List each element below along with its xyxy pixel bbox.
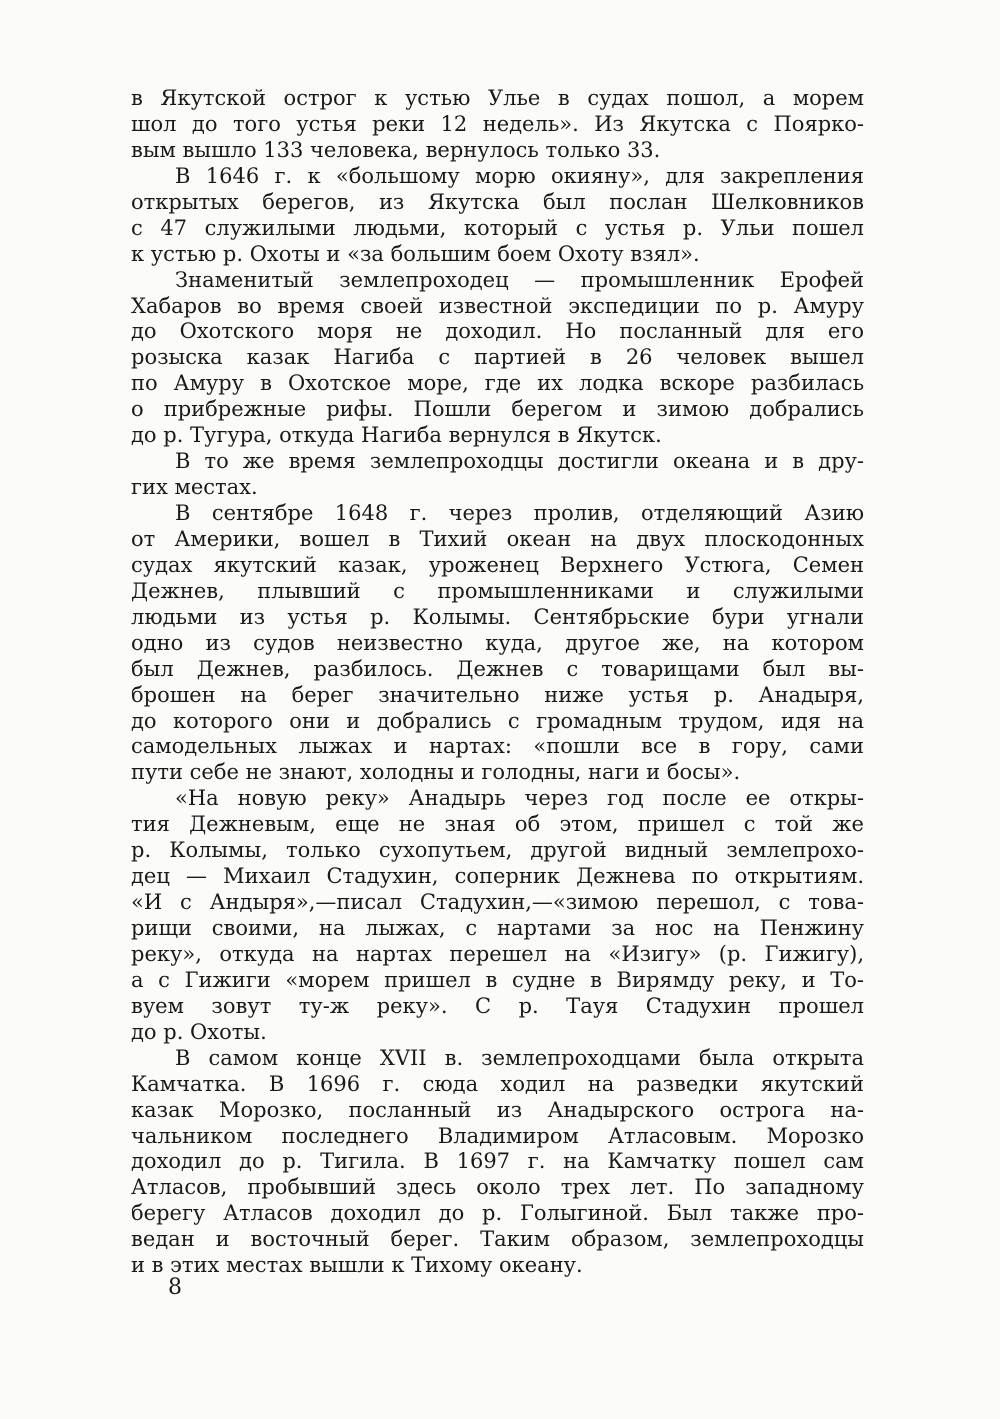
text-line: до р. Охоты. bbox=[131, 1019, 267, 1044]
text-line: брошен на берег значительно ниже устья р. Анадыря, bbox=[131, 682, 864, 707]
text-line: одно из судов неизвестно куда, другое же, на котором bbox=[131, 630, 864, 655]
text-line: «На новую реку» Анадырь через год после ее откры- bbox=[175, 786, 864, 811]
text-line: тия Дежневым, еще не зная об этом, пришел с той же bbox=[131, 812, 864, 837]
text-line: с 47 служилыми людьми, который с устья р. Ульи пошел bbox=[131, 215, 864, 240]
text-line: в Якутской острог к устью Улье в судах пошол, а морем bbox=[131, 86, 864, 110]
text-line: Дежнев, плывший с промышленниками и служилыми bbox=[131, 578, 864, 603]
text-line: розыска казак Нагиба с партией в 26 человек вышел bbox=[131, 345, 864, 370]
text-line: о прибрежные рифы. Пошли берегом и зимою добрались bbox=[131, 397, 864, 422]
text-line: судах якутский казак, уроженец Верхнего Устюга, Семен bbox=[131, 552, 864, 577]
text-line: пути себе не знают, холодны и голодны, наги и босы». bbox=[131, 760, 741, 785]
paragraph-2 bbox=[131, 164, 864, 268]
text-line: гих местах. bbox=[131, 475, 258, 500]
text-line: реку», откуда на нартах перешел на «Изигу» (р. Гижигу), bbox=[131, 941, 864, 966]
paragraph-5 bbox=[131, 501, 864, 786]
text-line: В то же время землепроходцы достигли океана и в дру- bbox=[175, 449, 864, 474]
text-line: людьми из устья р. Колымы. Сентябрьские бури угнали bbox=[131, 604, 864, 629]
paragraph-6 bbox=[131, 786, 864, 1045]
text-line: по Амуру в Охотское море, где их лодка вскоре разбилась bbox=[131, 371, 864, 396]
text-line: до Охотского моря не доходил. Но посланный для его bbox=[131, 319, 864, 344]
text-line: а с Гижиги «морем пришел в судне в Вирямду реку, и То- bbox=[131, 967, 864, 992]
text-line: от Америки, вошел в Тихий океан на двух плоскодонных bbox=[131, 526, 864, 551]
text-line: шол до того устья реки 12 недель». Из Якутска с Поярко- bbox=[131, 111, 864, 136]
text-line: и в этих местах вышли к Тихому океану. bbox=[131, 1253, 583, 1278]
paragraph-4 bbox=[131, 449, 864, 501]
text-line: рищи своими, на лыжах, с нартами за нос на Пенжину bbox=[131, 916, 864, 940]
text-line: самодельных лыжах и нартах: «пошли все в гору, сами bbox=[131, 734, 864, 759]
text-line: Знаменитый землепроходец — промышленник Ерофей bbox=[175, 267, 864, 292]
text-line: В самом конце XVII в. землепроходцами была открыта bbox=[175, 1045, 864, 1070]
text-line: чальником последнего Владимиром Атласовым. Морозко bbox=[131, 1123, 864, 1148]
text-line: В сентябре 1648 г. через пролив, отделяющий Азию bbox=[175, 501, 864, 525]
text-line: Камчатка. В 1696 г. сюда ходил на разведки якутский bbox=[131, 1071, 864, 1096]
text-line: р. Колымы, только сухопутьем, другой видный землепрохо- bbox=[131, 838, 864, 863]
text-line: доходил до р. Тигила. В 1697 г. на Камчатку пошел сам bbox=[131, 1149, 864, 1174]
paragraph-3 bbox=[131, 268, 864, 450]
text-line: «И с Андыря»,—писал Стадухин,—«зимою перешол, с това- bbox=[131, 890, 864, 915]
body-text bbox=[131, 86, 864, 1279]
text-line: Хабаров во время своей известной экспедиции по р. Амуру bbox=[131, 293, 864, 318]
text-line: открытых берегов, из Якутска был послан Шелковников bbox=[131, 189, 864, 214]
text-line: Атласов, пробывший здесь около трех лет. По западному bbox=[131, 1175, 864, 1200]
text-line: до р. Тугура, откуда Нагиба вернулся в Якутск. bbox=[131, 423, 662, 448]
text-line: ведан и восточный берег. Таким образом, землепроходцы bbox=[131, 1227, 864, 1252]
text-line: был Дежнев, разбилось. Дежнев с товарищами был вы- bbox=[131, 656, 864, 681]
text-line: вуем зовут ту-ж реку». С р. Тауя Стадухин прошел bbox=[131, 993, 864, 1018]
paragraph-7 bbox=[131, 1046, 864, 1279]
text-line: казак Морозко, посланный из Анадырского острога на- bbox=[131, 1097, 864, 1122]
paragraph-1 bbox=[131, 86, 864, 164]
text-line: берегу Атласов доходил до р. Голыгиной. Был также про- bbox=[131, 1201, 864, 1226]
text-line: до которого они и добрались с громадным трудом, идя на bbox=[131, 708, 864, 733]
text-line: В 1646 г. к «большому морю окияну», для закрепления bbox=[175, 163, 864, 188]
text-line: к устью р. Охоты и «за большим боем Охоту взял». bbox=[131, 241, 700, 266]
page-number: 8 bbox=[168, 1275, 182, 1300]
text-line: вым вышло 133 человека, вернулось только 33. bbox=[131, 137, 661, 162]
text-line: дец — Михаил Стадухин, соперник Дежнева по открытиям. bbox=[131, 864, 864, 889]
